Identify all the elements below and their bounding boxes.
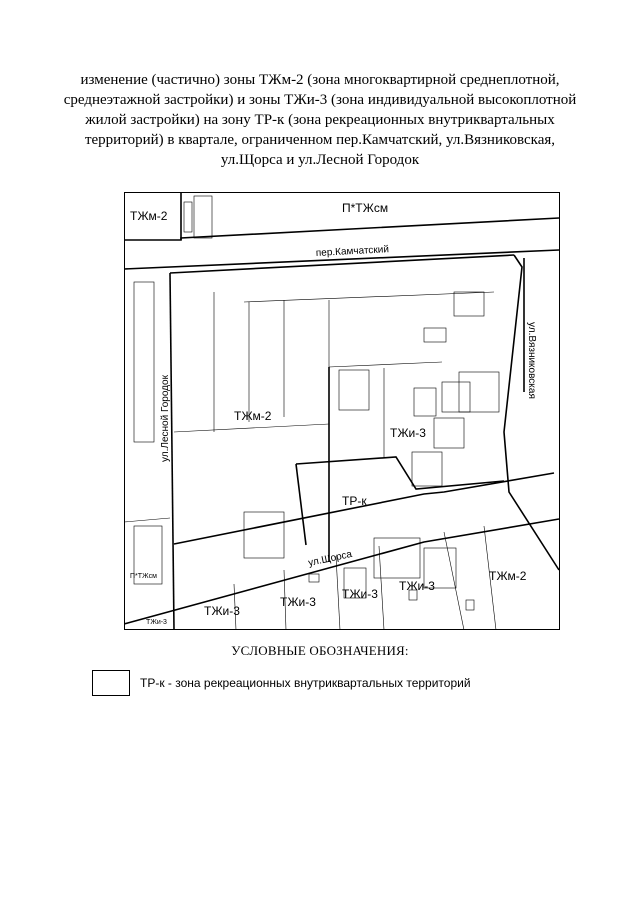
zone-label-ptzhsm-top: П*ТЖсм — [342, 201, 389, 215]
zone-label-tzhm2-center: ТЖм-2 — [234, 409, 272, 423]
legend-item — [92, 670, 471, 696]
document-title — [60, 70, 580, 170]
zone-label-ptzhsm-small: П*ТЖсм — [130, 573, 157, 580]
title-line-3: жилой застройки) на зону ТР-к (зона рекреационных внутриквартальных — [85, 112, 555, 128]
legend-heading: УСЛОВНЫЕ ОБОЗНАЧЕНИЯ: — [231, 643, 409, 658]
title-line-1: изменение (частично) зоны ТЖм-2 (зона многоквартирной среднеплотной, — [80, 72, 560, 88]
zone-label-tzhi3-b4: ТЖи-3 — [399, 579, 435, 593]
zone-label-tzhi3-b3: ТЖи-3 — [342, 587, 378, 601]
zone-label-tzhi3-b1: ТЖи-3 — [204, 604, 240, 618]
street-label-kamchatsky: пер.Камчатский — [315, 244, 390, 259]
zone-label-trk: ТР-к — [342, 494, 367, 508]
zone-label-tzhi3-small: ТЖи-3 — [146, 619, 167, 626]
zone-label-tzhi3-center: ТЖи-3 — [390, 426, 426, 440]
zone-label-tzhm2-top-left: ТЖм-2 — [130, 209, 168, 223]
zoning-map — [124, 192, 560, 630]
title-line-5: ул.Щорса и ул.Лесной Городок — [220, 152, 420, 168]
legend-swatch — [92, 670, 130, 696]
zone-label-tzhm2-right: ТЖм-2 — [489, 569, 527, 583]
zone-label-tzhi3-b2: ТЖи-3 — [280, 595, 316, 609]
title-line-4: территорий) в квартале, ограниченном пер.Камчатский, ул.Вязниковская, — [84, 132, 556, 148]
legend-item-label: ТР-к - зона рекреационных внутриквартальных территорий — [140, 676, 471, 690]
street-label-vyaznikovskaya: ул.Вязниковская — [526, 322, 537, 399]
street-label-shchorsa: ул.Щорса — [307, 548, 354, 569]
street-label-lesnoy: ул.Лесной Городок — [160, 375, 171, 462]
title-line-2: среднеэтажной застройки) и зоны ТЖи-3 (зона индивидуальной высокоплотной — [63, 92, 577, 108]
